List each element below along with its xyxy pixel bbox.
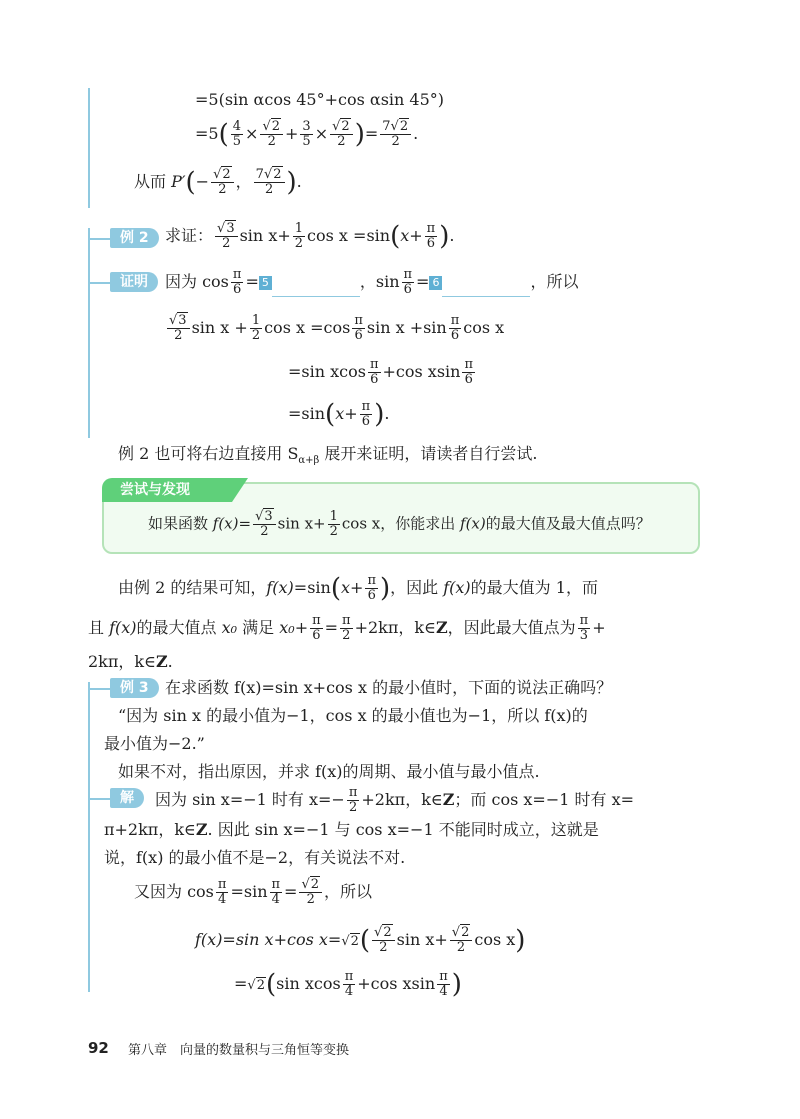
- blank-6[interactable]: 6: [429, 276, 442, 290]
- guide-bar-proof: [88, 228, 90, 438]
- sol-line-1: 因为 sin x=−1 时有 x=− $\frac{\pi}{2}$ +2kπ，k∈Z；而 cos x=−1 时有 x=: [155, 785, 635, 815]
- blank-5-line: [272, 278, 360, 297]
- blank-5[interactable]: 5: [259, 276, 272, 290]
- proof-tag: 证明: [110, 272, 158, 292]
- eq-line-3: 从而 P′(− $\frac{√2}{2}$ ， $\frac{7√2}{2}$ ).: [134, 167, 302, 198]
- proof-line-3: =sin xcos $\frac{\pi}{6}$ +cos xsin $\frac{\pi}{6}$: [288, 357, 473, 387]
- para-line-3: 2kπ，k∈Z.: [88, 652, 173, 671]
- blank-6-line: [442, 278, 530, 297]
- eq-line-2: =5( $\frac{4}{5}$ × $\frac{√2}{2}$ + $\frac{3}{5}$ × $\frac{√2}{2}$ )= $\frac{7√2}{2}$ .: [195, 119, 419, 150]
- solution-tag: 解: [110, 788, 144, 808]
- try-question: 如果函数 f(x)= $\frac{√3}{2}$ sin x+ $\frac{1}{2}$ cos x，你能求出 f(x)的最大值及最大值点吗？: [148, 509, 651, 539]
- ex2-statement: 求证： $\frac{√3}{2}$ sin x+ $\frac{1}{2}$ cos x =sin(x+ $\frac{\pi}{6}$ ).: [165, 221, 455, 252]
- para-line-1: 由例 2 的结果可知，f(x)=sin(x+ $\frac{\pi}{6}$ )，因此 f(x)的最大值为 1，而: [118, 573, 598, 604]
- eq-line-1: =5(sin αcos 45°+cos αsin 45°): [195, 90, 445, 109]
- sol-line-3: 说，f(x) 的最小值不是−2，有关说法不对.: [104, 848, 406, 867]
- proof-tag-line: [88, 282, 112, 284]
- sol-line-4: 又因为 cos $\frac{\pi}{4}$ =sin $\frac{\pi}{4}$ = $\frac{√2}{2}$ ，所以: [134, 877, 373, 907]
- proof-line-1: 因为 cos $\frac{\pi}{6}$ = 5 ，sin $\frac{\pi}{6}$ = 6 ，所以: [165, 267, 579, 297]
- guide-bar-top: [88, 88, 90, 208]
- sol-line-5: f(x)=sin x+cos x=√2( $\frac{√2}{2}$ sin x+ $\frac{√2}{2}$ cos x): [195, 925, 526, 956]
- try-discover-tab: 尝试与发现: [102, 478, 232, 502]
- sol-tag-line: [88, 798, 112, 800]
- ex3-line-1: 在求函数 f(x)=sin x+cos x 的最小值时，下面的说法正确吗？: [165, 678, 613, 697]
- chapter-title: 第八章 向量的数量积与三角恒等变换: [128, 1043, 350, 1058]
- ex3-line-4: 如果不对，指出原因，并求 f(x)的周期、最小值与最小值点.: [118, 762, 540, 781]
- proof-line-4: =sin(x+ $\frac{\pi}{6}$ ).: [288, 399, 390, 430]
- example-2-tag: 例 2: [110, 228, 159, 248]
- para-line-2: 且 f(x)的最大值点 x₀ 满足 x₀+ $\frac{\pi}{6}$ = $\frac{\pi}{2}$ +2kπ，k∈Z，因此最大值点为 $\frac{\pi}{3}$ +: [88, 613, 606, 643]
- ex3-tag-line: [88, 688, 112, 690]
- guide-bar-ex3: [88, 682, 90, 992]
- proof-line-2: $\frac{√3}{2}$ sin x + $\frac{1}{2}$ cos x =cos $\frac{\pi}{6}$ sin x +sin $\frac{\pi}{6}$ cos x: [169, 313, 505, 343]
- ex2-tag-line: [88, 238, 112, 240]
- sol-line-2: π+2kπ，k∈Z. 因此 sin x=−1 与 cos x=−1 不能同时成立，这就是: [104, 820, 599, 839]
- example-3-tag: 例 3: [110, 678, 159, 698]
- ex3-line-3: 最小值为−2.”: [104, 734, 205, 753]
- note-line: 例 2 也可将右边直接用 $S_{\alpha+\beta}$ 展开来证明，请读者自行尝试.: [118, 444, 538, 467]
- page-number: 92: [88, 1039, 109, 1057]
- ex3-line-2: “因为 sin x 的最小值为−1，cos x 的最小值也为−1，所以 f(x)的: [118, 706, 588, 725]
- sol-line-6: =√2(sin xcos $\frac{\pi}{4}$ +cos xsin $\frac{\pi}{4}$ ): [234, 969, 462, 1000]
